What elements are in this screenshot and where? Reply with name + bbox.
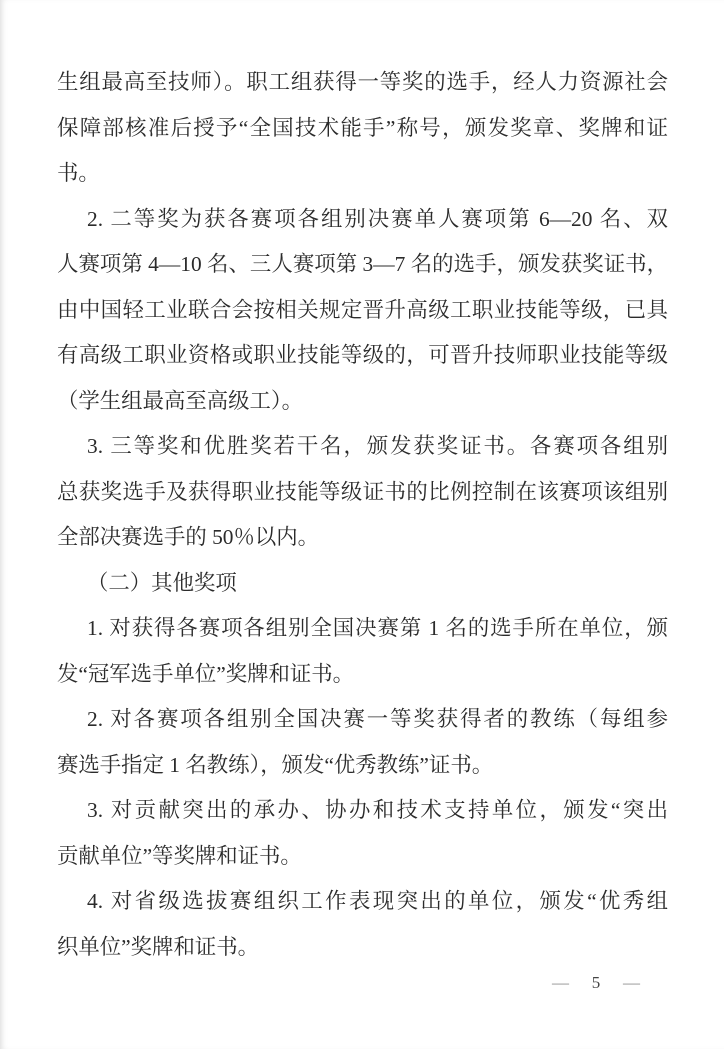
paragraph bbox=[57, 788, 668, 879]
text-line: 2. 二等奖为获各赛项各组别决赛单人赛项第 6—20 名、双 bbox=[87, 206, 668, 231]
text-line: 2. 对各赛项各组别全国决赛一等奖获得者的教练（每组参 bbox=[87, 707, 668, 731]
page-number: 5 bbox=[591, 973, 601, 992]
text-line: 发“冠军选手单位”奖牌和证书。 bbox=[57, 661, 355, 686]
text-line: 保障部核准后授予“全国技术能手”称号，颁发奖章、奖牌和证 bbox=[57, 115, 668, 140]
paragraph bbox=[57, 424, 668, 561]
text-line: 有高级工职业资格或职业技能等级的，可晋升技师职业技能等级 bbox=[57, 343, 668, 367]
document-body bbox=[57, 60, 668, 970]
section-heading bbox=[57, 561, 668, 607]
text-line: （二）其他奖项 bbox=[87, 570, 237, 595]
paragraph bbox=[57, 197, 668, 425]
text-line: 总获奖选手及获得职业技能等级证书的比例控制在该赛项该组别 bbox=[57, 479, 668, 504]
paragraph bbox=[57, 606, 668, 697]
paragraph bbox=[57, 879, 668, 970]
text-line: 全部决赛选手的 50％以内。 bbox=[57, 525, 320, 549]
paragraph bbox=[57, 60, 668, 197]
text-line: 赛选手指定 1 名教练），颁发“优秀教练”证书。 bbox=[57, 752, 494, 777]
text-line: 3. 对贡献突出的承办、协办和技术支持单位，颁发“突出 bbox=[87, 798, 668, 822]
page-footer bbox=[552, 972, 640, 994]
text-line: 织单位”奖牌和证书。 bbox=[57, 934, 260, 959]
text-line: 由中国轻工业联合会按相关规定晋升高级工职业技能等级，已具 bbox=[57, 297, 668, 322]
text-line: 3. 三等奖和优胜奖若干名，颁发获奖证书。各赛项各组别 bbox=[87, 434, 668, 458]
footer-right-dash: — bbox=[623, 973, 640, 992]
text-line: 人赛项第 4—10 名、三人赛项第 3—7 名的选手，颁发获奖证书， bbox=[57, 252, 668, 276]
text-line: 贡献单位”等奖牌和证书。 bbox=[57, 843, 302, 868]
text-line: 1. 对获得各赛项各组别全国决赛第 1 名的选手所在单位，颁 bbox=[87, 616, 668, 640]
text-line: （学生组最高至高级工）。 bbox=[57, 388, 303, 413]
text-line: 4. 对省级选拔赛组织工作表现突出的单位，颁发“优秀组 bbox=[87, 889, 668, 913]
text-line: 书。 bbox=[57, 161, 100, 185]
footer-left-dash: — bbox=[552, 973, 569, 992]
paragraph bbox=[57, 697, 668, 788]
text-line: 生组最高至技师）。职工组获得一等奖的选手，经人力资源社会 bbox=[57, 70, 668, 94]
